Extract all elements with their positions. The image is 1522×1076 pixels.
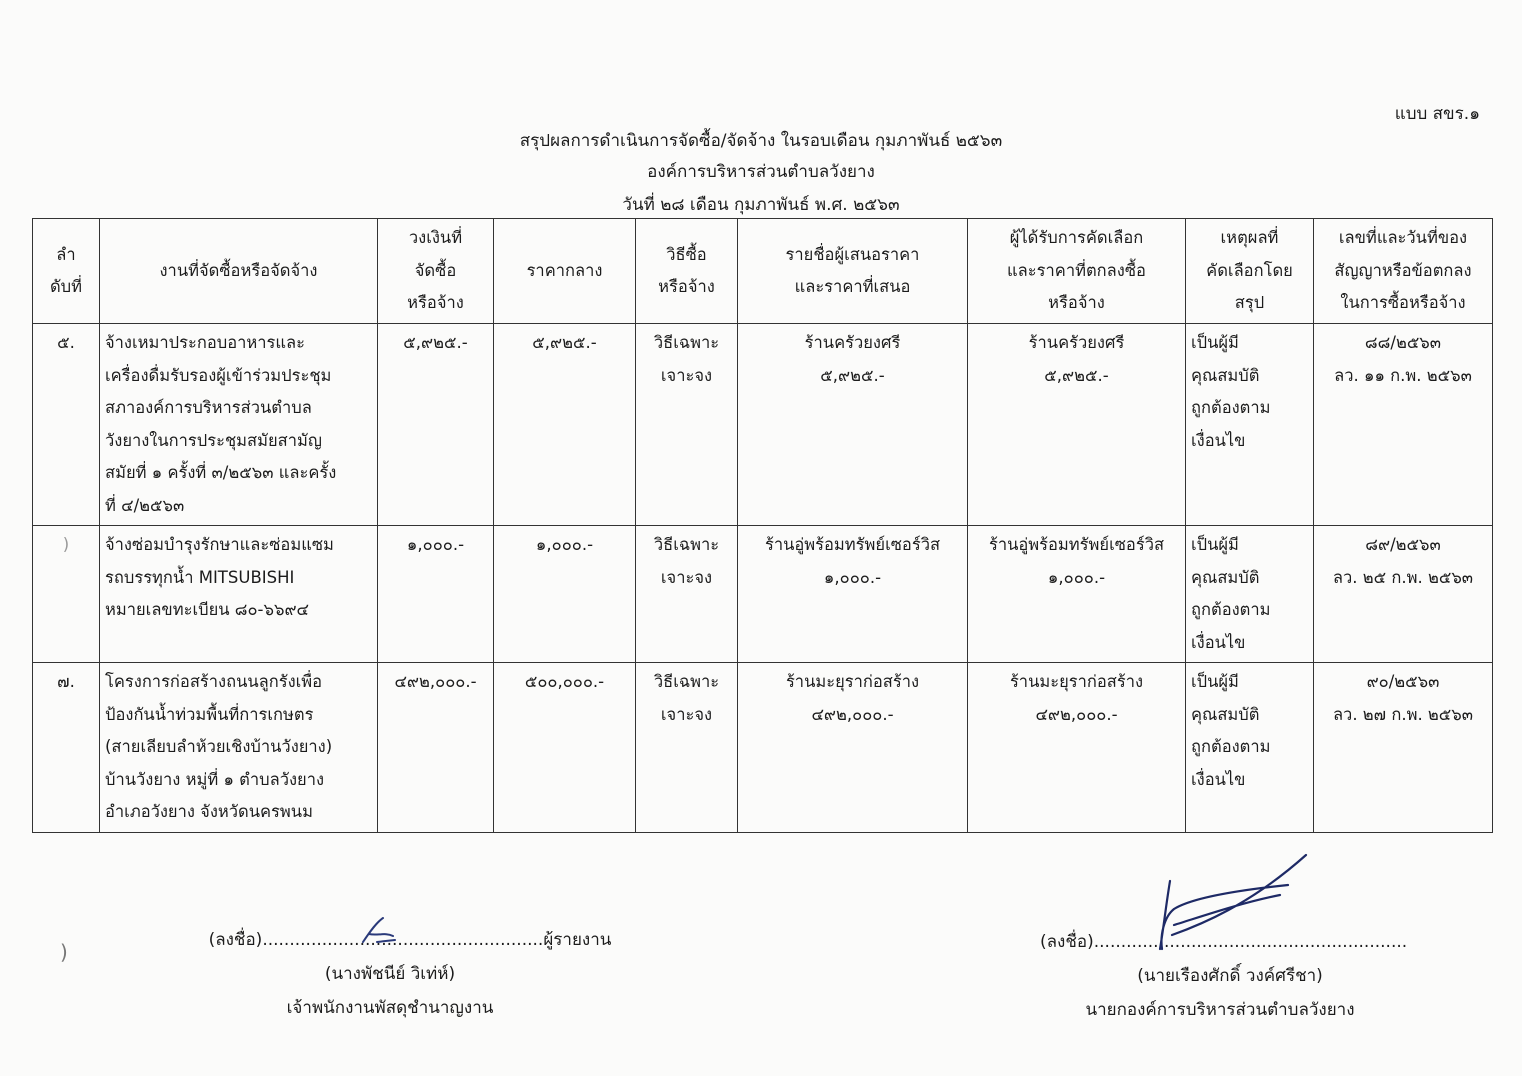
col-header-contract: เลขที่และวันที่ของ สัญญาหรือข้อตกลง ในการซื้อหรือจ้าง xyxy=(1314,219,1493,324)
procurement-table xyxy=(32,218,1493,833)
table-row xyxy=(33,324,1493,526)
right-sign-prefix: (ลงชื่อ) xyxy=(1040,932,1094,952)
row-no: ) xyxy=(33,526,100,663)
left-signer-position: เจ้าพนักงานพัสดุชำนาญงาน xyxy=(286,998,494,1018)
row-no: ๗. xyxy=(33,663,100,833)
row-method: วิธีเฉพาะ เจาะจง xyxy=(636,663,738,833)
row-median-price: ๕๐๐,๐๐๐.- xyxy=(494,663,636,833)
left-sign-prefix: (ลงชื่อ) xyxy=(208,930,263,950)
row-method: วิธีเฉพาะ เจาะจง xyxy=(636,526,738,663)
row-reason: เป็นผู้มี คุณสมบัติ ถูกต้องตาม เงื่อนไข xyxy=(1186,526,1314,663)
row-no: ๕. xyxy=(33,324,100,526)
row-reason: เป็นผู้มี คุณสมบัติ ถูกต้องตาม เงื่อนไข xyxy=(1186,324,1314,526)
col-header-method: วิธีซื้อ หรือจ้าง xyxy=(636,219,738,324)
row-selected: ร้านมะยุราก่อสร้าง ๔๙๒,๐๐๐.- xyxy=(968,663,1186,833)
row-task: จ้างซ่อมบำรุงรักษาและซ่อมแซม รถบรรทุกน้ำ MITSUBISHI หมายเลขทะเบียน ๘๐-๖๖๙๔ xyxy=(100,526,378,663)
right-signer-position: นายกองค์การบริหารส่วนตำบลวังยาง xyxy=(1085,1000,1355,1020)
punch-hole-mark: ) xyxy=(60,940,68,964)
organization-name: องค์การบริหารส่วนตำบลวังยาง xyxy=(647,162,875,182)
right-sign-dots: .......................................................... xyxy=(1093,932,1408,952)
left-role-suffix: ผู้รายงาน xyxy=(543,930,612,950)
row-task: โครงการก่อสร้างถนนลูกรังเพื่อ ป้องกันน้ำท่วมพื้นที่การเกษตร (สายเลียบลำห้วยเชิงบ้านวังยาง) บ้านวังยาง หมู่ที่ ๑ ตำบลวังยาง อำเภอวังยาง จังหวัดนครพนม xyxy=(100,663,378,833)
left-sign-dots: .............................. xyxy=(381,930,544,950)
col-header-bidders: รายชื่อผู้เสนอราคา และราคาที่เสนอ xyxy=(738,219,968,324)
row-task: จ้างเหมาประกอบอาหารและ เครื่องดื่มรับรองผู้เข้าร่วมประชุม สภาองค์การบริหารส่วนตำบล วังยางในการประชุมสมัยสามัญ สมัยที่ ๑ ครั้งที่ ๓/๒๕๖๓ และครั้ง ที่ ๔/๒๕๖๓ xyxy=(100,324,378,526)
row-budget: ๔๙๒,๐๐๐.- xyxy=(378,663,494,833)
row-contract: ๘๘/๒๕๖๓ ลว. ๑๑ ก.พ. ๒๕๖๓ xyxy=(1314,324,1493,526)
left-handwritten-signature xyxy=(355,912,405,950)
row-selected: ร้านอู่พร้อมทรัพย์เซอร์วิส ๑,๐๐๐.- xyxy=(968,526,1186,663)
col-header-task: งานที่จัดซื้อหรือจัดจ้าง xyxy=(100,219,378,324)
row-contract: ๙๐/๒๕๖๓ ลว. ๒๗ ก.พ. ๒๕๖๓ xyxy=(1314,663,1493,833)
table-row xyxy=(33,663,1493,833)
col-header-median-price: ราคากลาง xyxy=(494,219,636,324)
report-title: สรุปผลการดำเนินการจัดซื้อ/จัดจ้าง ในรอบเดือน กุมภาพันธ์ ๒๕๖๓ xyxy=(519,131,1003,151)
col-header-budget: วงเงินที่ จัดซื้อ หรือจ้าง xyxy=(378,219,494,324)
row-budget: ๑,๐๐๐.- xyxy=(378,526,494,663)
right-signer-name: (นายเรืองศักดิ์ วงค์ศรีชา) xyxy=(1137,966,1323,986)
report-date: วันที่ ๒๘ เดือน กุมภาพันธ์ พ.ศ. ๒๕๖๓ xyxy=(622,195,900,215)
table-header-row xyxy=(33,219,1493,324)
col-header-no: ลำ ดับที่ xyxy=(33,219,100,324)
left-signer-name: (นางพัชนีย์ วิเท่ห์) xyxy=(324,964,456,984)
col-header-reason: เหตุผลที่ คัดเลือกโดย สรุป xyxy=(1186,219,1314,324)
table-row xyxy=(33,526,1493,663)
row-bidders: ร้านครัวยงศรี ๕,๙๒๕.- xyxy=(738,324,968,526)
left-signature-line xyxy=(200,926,620,953)
row-method: วิธีเฉพาะ เจาะจง xyxy=(636,324,738,526)
col-header-selected: ผู้ได้รับการคัดเลือก และราคาที่ตกลงซื้อ หรือจ้าง xyxy=(968,219,1186,324)
row-bidders: ร้านอู่พร้อมทรัพย์เซอร์วิส ๑,๐๐๐.- xyxy=(738,526,968,663)
left-sign-dots: ...................... xyxy=(262,930,382,950)
right-handwritten-signature xyxy=(1130,825,1310,960)
row-median-price: ๑,๐๐๐.- xyxy=(494,526,636,663)
row-contract: ๘๙/๒๕๖๓ ลว. ๒๕ ก.พ. ๒๕๖๓ xyxy=(1314,526,1493,663)
row-reason: เป็นผู้มี คุณสมบัติ ถูกต้องตาม เงื่อนไข xyxy=(1186,663,1314,833)
form-code: แบบ สขร.๑ xyxy=(1394,104,1480,124)
row-median-price: ๕,๙๒๕.- xyxy=(494,324,636,526)
row-budget: ๕,๙๒๕.- xyxy=(378,324,494,526)
row-bidders: ร้านมะยุราก่อสร้าง ๔๙๒,๐๐๐.- xyxy=(738,663,968,833)
row-selected: ร้านครัวยงศรี ๕,๙๒๕.- xyxy=(968,324,1186,526)
